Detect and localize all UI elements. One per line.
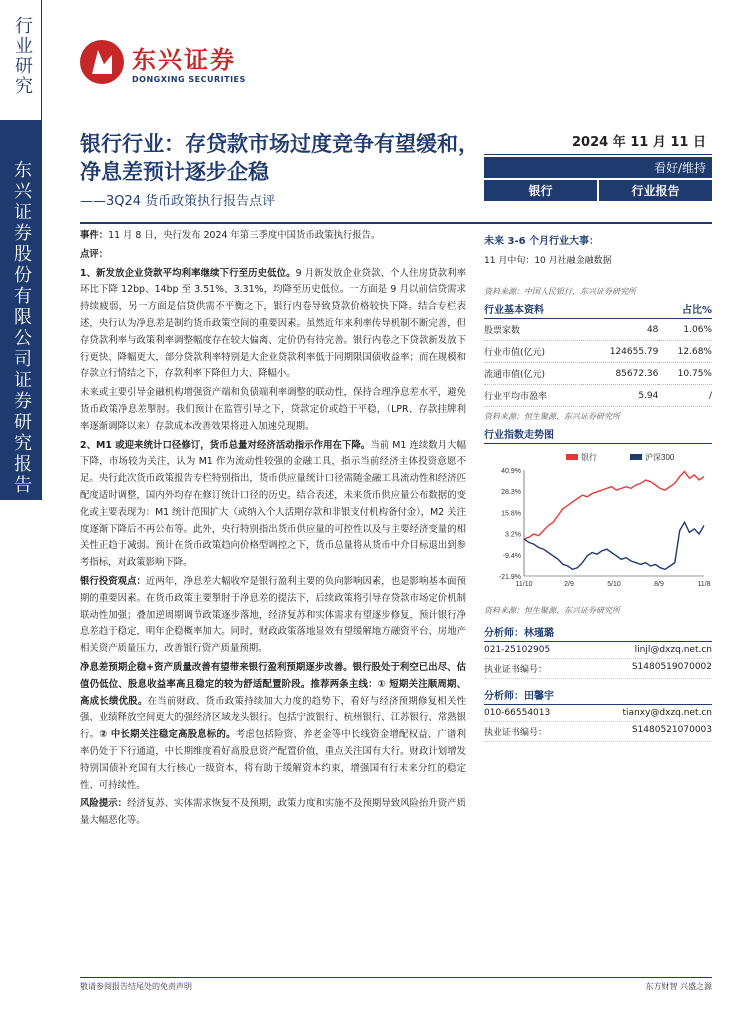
point4-text2: 考虑包括险资、养老金等中长线资金增配权益、广谱利率仍处于下行通道，中长期维度看好高股息资产配置价值，重点关注国有大行。财政计划增发特别国债补充国有大行核心一级资本，将有助于缓解资本约束，增强国有行未来分红的稳定性、可持续性。 [80, 729, 466, 791]
event-paragraph [80, 228, 466, 245]
logo-icon [80, 40, 124, 84]
y-tick-label: 40.9% [501, 468, 521, 475]
series-line-hs300 [524, 522, 704, 569]
stats-table [484, 319, 712, 407]
events-item: 11 月中旬：10 月社融金融数据 [484, 256, 612, 266]
point2-text: 当前 M1 连续数月大幅下降，市场较为关注，认为 M1 作为流动性较强的金融工具，指示当前经济主体投资意愿不足。央行此次货币政策报告专栏特别指出，货币供应量统计口径需随金融工具流动性和经济匹配度适时调整，国内外均存在修订统计口径的历史。结合表述，未来货币供应量公布数据的变化或主要表现为：M1 统计范围扩大（或纳入个人活期存款和非银支付机构备付金），M2 关注度逐渐下降后不再公布等。此外，央行特别指出货币供应量的可控性以及与主要经济变量的相关性正趋于减弱。预计在货币政策趋向价格型调控之下，货币总量将从货币中介目标退出到参考指标，对政策影响下降。 [80, 439, 466, 569]
logo-cn-text: 东兴证券 [132, 46, 236, 74]
sidebar-top-label: 行业研究 [12, 16, 33, 96]
point2-heading: 2、M1 或迎来统计口径修订，货币总量对经济活动指示作用在下降。 [80, 439, 371, 451]
source-note-2: 资料来源：恒生聚源、东兴证券研究所 [484, 412, 620, 421]
sidebar [0, 0, 42, 1024]
analyst-1-email[interactable]: linjl@dxzq.net.cn [634, 645, 712, 655]
event-text: 11 月 8 日，央行发布 2024 年第三季度中国货币政策执行报告。 [108, 230, 381, 241]
legend-label: 银行 [581, 453, 597, 462]
y-tick-label: 15.8% [501, 510, 521, 518]
stats-label: 股票家数 [484, 319, 582, 341]
stats-value: 5.94 [582, 385, 658, 407]
comment-label: 点评： [80, 248, 109, 260]
meta-tags [484, 180, 712, 201]
source-note-3: 资料来源：恒生聚源、东兴证券研究所 [484, 606, 620, 615]
stats-label: 行业市值(亿元) [484, 341, 582, 363]
company-logo [80, 40, 246, 84]
analyst-1 [484, 622, 712, 679]
stats-header [484, 299, 712, 319]
point1-paragraph [80, 266, 466, 384]
events-title: 未来 3-6 个月行业大事： [484, 236, 600, 247]
industry-tag: 银行 [484, 180, 597, 201]
stats-title: 行业基本资料 [484, 305, 544, 316]
index-trend-chart [484, 448, 712, 598]
y-tick-label: -9.4% [502, 552, 521, 560]
rating-badge: 看好/维持 [484, 157, 712, 178]
report-title: 银行行业：存贷款市场过度竞争有望缓和，净息差预计逐步企稳 [80, 132, 479, 184]
footer-disclaimer: 敬请参阅报告结尾处的免责声明 [80, 982, 192, 991]
point3-heading: 银行投资观点： [80, 575, 146, 587]
stats-share: / [658, 385, 712, 407]
legend-swatch [566, 454, 578, 460]
report-subtitle: ——3Q24 货币政策执行报告点评 [80, 194, 276, 209]
stats-value: 85672.36 [582, 363, 658, 385]
report-type-tag: 行业报告 [599, 180, 712, 201]
x-tick-label: 2/9 [564, 581, 574, 588]
x-tick-label: 5/10 [607, 581, 621, 588]
legend-swatch [630, 454, 642, 460]
stats-label: 行业平均市盈率 [484, 385, 582, 407]
point4-paragraph [80, 660, 466, 794]
series-line-bank [524, 472, 704, 540]
stats-row [484, 341, 712, 363]
analyst-2-title: 分析师：田馨宇 [484, 685, 712, 705]
stats-row [484, 385, 712, 407]
analyst-2-contact [484, 705, 712, 722]
stats-value: 124655.79 [582, 341, 658, 363]
header-rule [80, 222, 712, 224]
x-tick-label: 11/10 [515, 581, 533, 588]
report-date: 2024 年 11 月 11 日 [484, 127, 712, 155]
point1-heading: 1、新发放企业贷款平均利率继续下行至历史低位。 [80, 267, 296, 279]
stats-share: 12.68% [658, 341, 712, 363]
point4-heading2: ② 中长期关注稳定高股息标的。 [99, 729, 236, 741]
analyst-2-cert-row [484, 722, 712, 742]
analyst-2-email[interactable]: tianxy@dxzq.net.cn [622, 708, 712, 718]
meta-box [484, 127, 712, 201]
stats-share: 10.75% [658, 363, 712, 385]
risk-label: 风险提示： [80, 798, 128, 810]
point4-heading: 净息差预期企稳+资产质量改善有望带来银行盈利预期逐步改善。银行股处于利空已出尽、估值仍低位、股息收益率高且稳定的较为舒适配置阶段。推荐两条主线：① 短期关注顺周期、高成长绩优股。 [80, 661, 466, 707]
sidebar-main-label: 东兴证券股份有限公司证券研究报告 [11, 160, 32, 496]
point1b-text: 未来或主要引导金融机构增强资产端和负债端利率调整的联动性，保持合理净息差水平，避免货币政策净息差掣肘。我们预计在监管引导之下，贷款定价或趋于平稳，（LPR、存款挂牌利率逐渐调降以来）存款成本改善效果将进入加速兑现期。 [80, 387, 466, 432]
stats-label: 流通市值(亿元) [484, 363, 582, 385]
right-column [484, 228, 712, 742]
legend-label: 沪深300 [645, 453, 675, 462]
x-tick-label: 8/9 [654, 581, 664, 588]
analyst-1-phone: 021-25102905 [484, 645, 551, 655]
sidebar-main [0, 120, 42, 500]
chart-title: 行业指数走势图 [484, 424, 712, 444]
analyst-1-title: 分析师：林瑾璐 [484, 622, 712, 642]
x-tick-label: 11/8 [697, 581, 711, 588]
stats-value: 48 [582, 319, 658, 341]
source-note-1: 资料来源：中国人民银行，东兴证券研究所 [484, 287, 636, 296]
analyst-2-cert-label: 执业证书编号： [484, 728, 548, 738]
stats-share: 1.06% [658, 319, 712, 341]
stats-row [484, 363, 712, 385]
page-footer [80, 977, 712, 992]
analyst-1-contact [484, 642, 712, 659]
y-tick-label: 3.2% [505, 531, 521, 539]
analyst-1-cert: S1480519070002 [631, 662, 712, 672]
analyst-2 [484, 685, 712, 742]
risk-text: 经济复苏、实体需求恢复不及预期，政策力度和实施不及预期导致风险抬升资产质量大幅恶化等。 [80, 798, 466, 827]
analyst-1-cert-row [484, 659, 712, 679]
analyst-1-cert-label: 执业证书编号： [484, 665, 548, 675]
footer-slogan: 东方财智 兴盛之源 [645, 982, 712, 991]
stats-pct-header: 占比% [681, 305, 712, 316]
point3-text: 近两年，净息差大幅收窄是银行盈利主要的负向影响因素，也是影响基本面预期的重要因素。在货币政策主要掣肘于净息差的提法下，后续政策将引导存贷款市场定价机制联动性加强；叠加逆周期调节政策逐步落地，经济复苏和实体需求有望逐步修复，预计银行净息差趋于稳定，明年企稳概率加大。同时，财政政策落地显效有望缓解地方融资平台、房地产相关资产质量压力，改善银行资产质量预期。 [80, 575, 466, 655]
risk-paragraph [80, 796, 466, 830]
y-tick-label: 28.3% [501, 489, 521, 497]
event-label: 事件： [80, 230, 109, 241]
point3-paragraph [80, 574, 466, 658]
stats-row [484, 319, 712, 341]
analyst-2-cert: S1480521070003 [631, 725, 712, 735]
point4-text: 在当前财政、货币政策持续加大力度的趋势下，看好与经济预期修复相关性强、业绩释放空间更大的强经济区域龙头银行。包括宁波银行、杭州银行、江苏银行、常熟银行。 [80, 695, 466, 741]
logo-en-text: DONGXING SECURITIES [132, 75, 246, 84]
point1-text: 9 月新发放企业贷款、个人住房贷款利率环比下降 12bp、14bp 至 3.51%、3.31%，均降至历史低位。一方面是 9 月以前信贷需求持续疲弱，另一方面是信贷供需不平衡之下，银行内卷导致贷款价格较快下降。结合专栏表述，央行认为净息差是制约货币政策空间的重要因素。虽然近年来利率传导机制不断完善，但存贷款利率与政策利率调整幅度存在较大偏离、定价仍有待完善。银行内卷之下贷款新发放下行更快、降幅更大，部分贷款利率特别是大企业贷款利率低于同期限国债收益率；而在规模和存款立行情结之下，存款利率下降但力大、降幅小。 [80, 267, 466, 380]
analyst-2-phone: 010-66554013 [484, 708, 551, 718]
y-tick-label: -21.9% [498, 574, 521, 581]
point2-paragraph [80, 438, 466, 572]
main-body [80, 228, 466, 832]
sidebar-top [0, 0, 42, 120]
